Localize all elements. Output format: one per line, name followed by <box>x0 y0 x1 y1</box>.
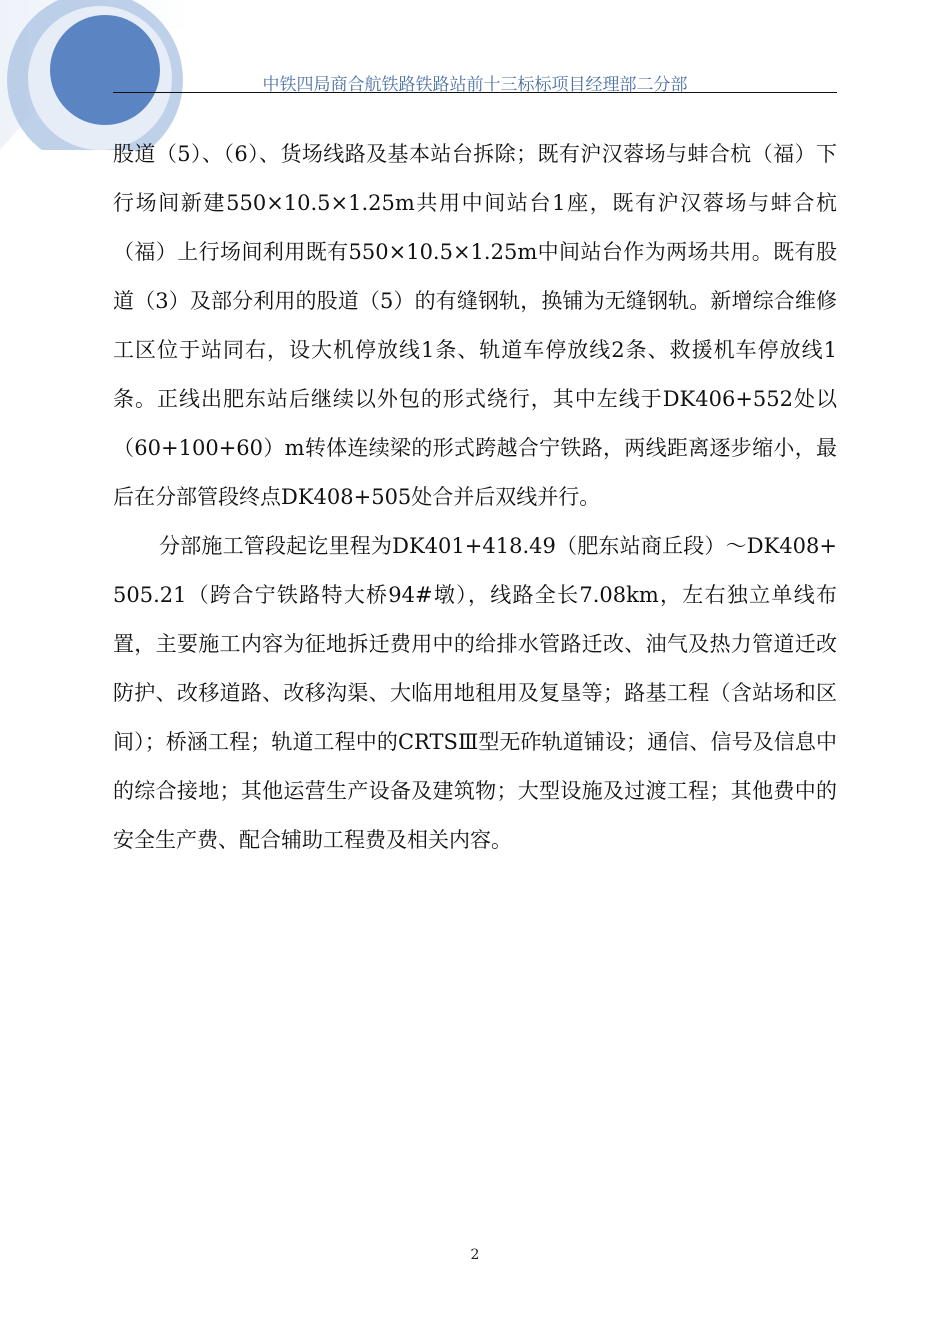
document-body <box>113 130 837 865</box>
body-paragraph: 股道（5）、（6）、货场线路及基本站台拆除；既有沪汉蓉场与蚌合杭（福）下行场间新建550×10.5×1.25m共用中间站台1座，既有沪汉蓉场与蚌合杭（福）上行场间利用既有550×10.5×1.25m中间站台作为两场共用。既有股道（3）及部分利用的股道（5）的有缝钢轨，换铺为无缝钢轨。新增综合维修工区位于站同右，设大机停放线1条、轨道车停放线2条、救援机车停放线1条。正线出肥东站后继续以外包的形式绕行，其中左线于DK406+552处以（60+100+60）m转体连续梁的形式跨越合宁铁路，两线距离逐步缩小，最后在分部管段终点DK408+505处合并后双线并行。 <box>113 142 837 509</box>
header-title: 中铁四局商合航铁路铁路站前十三标标项目经理部二分部 <box>262 75 688 95</box>
body-paragraph: 分部施工管段起讫里程为DK401+418.49（肥东站商丘段）～DK408+505.21（跨合宁铁路特大桥94#墩），线路全长7.08km，左右独立单线布置，主要施工内容为征地拆迁费用中的给排水管路迁改、油气及热力管道迁改防护、改移道路、改移沟渠、大临用地租用及复垦等；路基工程（含站场和区间）；桥涵工程；轨道工程中的CRTSⅢ型无砟轨道铺设；通信、信号及信息中的综合接地；其他运营生产设备及建筑物；大型设施及过渡工程；其他费中的安全生产费、配合辅助工程费及相关内容。 <box>113 534 837 852</box>
header-divider <box>113 92 837 93</box>
page-number: 2 <box>470 1247 480 1263</box>
